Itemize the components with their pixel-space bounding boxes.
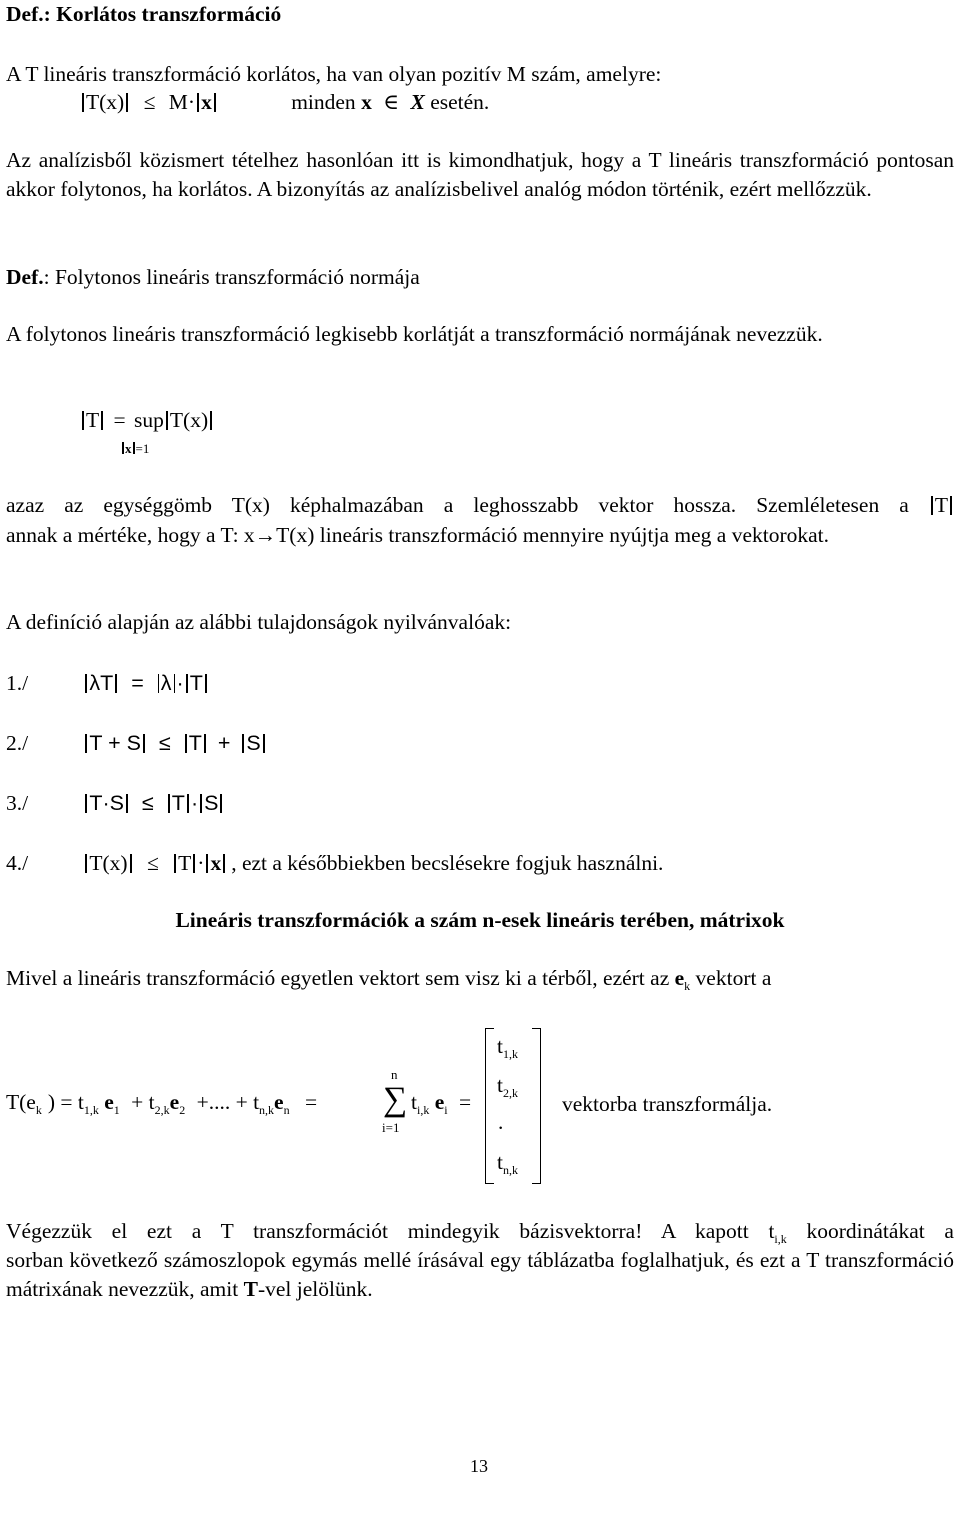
vector-caption: vektorba transzformálja.: [562, 1092, 773, 1116]
vector-right-bracket: [532, 1028, 541, 1184]
paragraph-matrix-1: Végezzük el ezt a T transzformációt mindegyik bázisvektorra! A kapott $t_{i,k}$ koordinátákat a: [6, 1219, 954, 1246]
paragraph-matrix-line1-tail: koordinátákat a: [806, 1219, 954, 1243]
section-title: Lineáris transzformációk a szám n-esek lineáris terében, mátrixok: [175, 908, 785, 932]
def-heading-norm: Def.: Folytonos lineáris transzformáció normája: [6, 265, 420, 289]
formula-bounded: T(x) ≤ M· x minden x ∈ X esetén.: [80, 92, 489, 114]
property-3: 3./ T·S ≤ T · S: [6, 793, 224, 815]
sum-lower-limit: i=1: [382, 1120, 400, 1135]
sum-term: $t_{i,k}$ $e_i$ =: [411, 1090, 472, 1117]
formula-norm: T = sup T(x): [80, 410, 214, 432]
paragraph-interpretation-1: azaz az egységgömb T(x) képhalmazában a leghosszabb vektor hossza. Szemléletesen a T: [6, 491, 954, 520]
property-4: 4./ T(x) ≤ T · x , ezt a későbbiekben becslésekre fogjuk használni.: [6, 851, 664, 875]
paragraph-matrix-2: sorban következő számoszlopok egymás mellé írásával egy táblázatba foglalhatjuk, és ezt a T transzformáció mátrixának nevezzük, amit T-vel jelölünk.: [6, 1248, 954, 1301]
property-2: 2./ T + S ≤ T + S: [6, 733, 267, 755]
paragraph-basis-intro: Mivel a lineáris transzformáció egyetlen vektort sem visz ki a térből, ezért az $e_k$ vektort a: [6, 966, 772, 993]
def-label: Def.: [6, 2, 44, 26]
vector-entry: $t_{n,k}$: [497, 1150, 518, 1177]
transform-equation: $T(e_k$ ) = $t_{1,k}$ $e_1 + t_{2,k}e_2$ +.... + $t_{n,k}e_n$ =: [6, 1090, 318, 1117]
properties-intro: A definíció alapján az alábbi tulajdonságok nyilvánvalóak:: [6, 610, 512, 634]
def-heading-bounded: [6, 4, 281, 26]
sum-upper-limit: n: [391, 1067, 398, 1082]
sum-symbol: ∑: [383, 1081, 408, 1118]
vector-entry: $t_{1,k}$: [497, 1034, 518, 1061]
def-title: : Korlátos transzformáció: [43, 2, 282, 26]
property-1: 1./ λT = λ · T: [6, 673, 209, 695]
def-text-bounded: A T lineáris transzformáció korlátos, ha van olyan pozitív M szám, amelyre:: [6, 62, 662, 86]
def-text-norm: A folytonos lineáris transzformáció legkisebb korlátját a transzformáció normájának nevezzük.: [6, 322, 823, 346]
paragraph-matrix-text: sorban következő számoszlopok egymás mellé írásával egy táblázatba foglalhatjuk, és ezt a T transzformáció mátrixának nevezzük, amit: [6, 1248, 954, 1301]
paragraph-continuity: Az analízisből közismert tételhez hasonlóan itt is kimondhatjuk, hogy a T lineáris transzformáció pontosan akkor folytonos, ha korlátos. A bizonyítás az analízisbelivel analóg módon történik, ezért mellőzzük.: [6, 148, 954, 201]
vector-entry: .: [498, 1110, 504, 1134]
vector-left-bracket: [485, 1028, 494, 1184]
paragraph-interpretation-2: annak a mértéke, hogy a T: x→T(x) lineáris transzformáció mennyire nyújtja meg a vektorokat.: [6, 523, 830, 547]
vector-entry: $t_{2,k}$: [497, 1073, 518, 1100]
page-number: 13: [470, 1456, 488, 1476]
formula-norm-subscript: x =1: [121, 442, 149, 455]
